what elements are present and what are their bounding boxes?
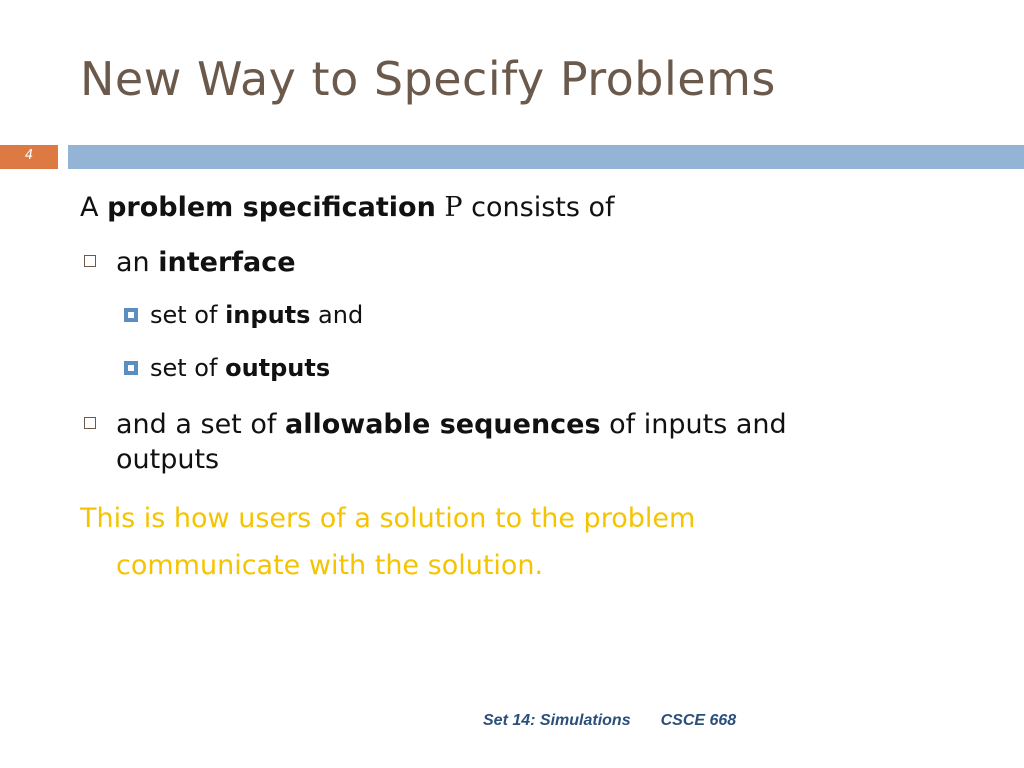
sub1-bold: inputs: [225, 301, 311, 330]
title-underline-band: [68, 145, 1024, 169]
bullet-interface: [80, 245, 980, 280]
bullet2-continuation: outputs: [116, 443, 220, 475]
hollow-square-bullet-icon: [84, 255, 96, 267]
bullet2-suffix: of inputs and: [600, 408, 787, 440]
hollow-square-bullet-icon: [84, 417, 96, 429]
footer-course: CSCE 668: [660, 712, 737, 729]
slide-footer: [483, 712, 736, 730]
intro-line: [80, 190, 980, 225]
intro-bold-term: problem specification: [107, 192, 436, 223]
accent-bar: [0, 145, 1024, 169]
sub2-bold: outputs: [225, 354, 331, 383]
highlight-note: [80, 495, 980, 590]
bullet-allowable-sequences: [80, 407, 980, 477]
note-line-1: This is how users of a solution to the problem: [80, 502, 696, 534]
sub1-suffix: and: [310, 301, 364, 330]
sub-bullet-inputs: [80, 300, 980, 331]
filled-square-bullet-icon: [124, 308, 138, 322]
bullet1-prefix: an: [116, 247, 159, 279]
intro-prefix: A: [80, 192, 108, 223]
slide-title: New Way to Specify Problems: [80, 52, 776, 106]
intro-suffix: consists of: [462, 192, 615, 223]
sub1-prefix: set of: [150, 301, 226, 330]
footer-set: Set 14: Simulations: [483, 712, 631, 729]
slide-body: [80, 190, 980, 589]
sub-bullet-outputs: [80, 353, 980, 384]
note-line-2: communicate with the solution.: [116, 550, 544, 581]
bullet2-bold: allowable sequences: [284, 408, 601, 440]
filled-square-bullet-icon: [124, 361, 138, 375]
bullet2-prefix: and a set of: [116, 408, 285, 440]
intro-symbol: P: [444, 192, 463, 223]
sub2-prefix: set of: [150, 354, 226, 383]
page-number: 4: [0, 145, 58, 169]
bullet1-bold: interface: [158, 247, 296, 279]
